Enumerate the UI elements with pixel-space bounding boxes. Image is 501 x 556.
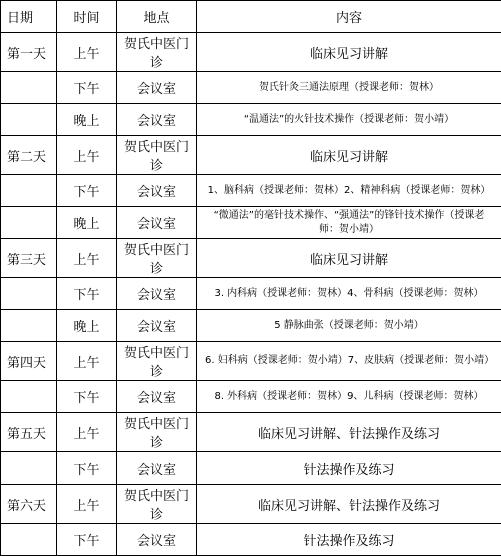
- place-cell: 贺氏中医门诊: [117, 239, 197, 278]
- time-cell: 晚上: [57, 104, 117, 136]
- place-cell: 会议室: [117, 175, 197, 207]
- table-row: [1, 239, 501, 278]
- place-cell: 贺氏中医门诊: [117, 33, 197, 72]
- day-cell: [1, 175, 57, 207]
- content-cell: 8. 外科病（授课老师：贺林）9、儿科病（授课老师：贺林）: [197, 381, 501, 413]
- table-row: [1, 342, 501, 381]
- table-row: [1, 136, 501, 175]
- day-cell: [1, 104, 57, 136]
- table-row: [1, 452, 501, 485]
- header-row: [1, 1, 501, 33]
- time-cell: 下午: [57, 524, 117, 556]
- day-cell: [1, 278, 57, 310]
- table-row: [1, 381, 501, 413]
- content-cell: 3. 内科病（授课老师：贺林）4、骨科病（授课老师：贺林）: [197, 278, 501, 310]
- table-row: [1, 207, 501, 239]
- place-cell: 会议室: [117, 381, 197, 413]
- time-cell: 下午: [57, 175, 117, 207]
- place-cell: 贺氏中医门诊: [117, 413, 197, 452]
- content-cell: 临床见习讲解、针法操作及练习: [197, 485, 501, 524]
- time-cell: 下午: [57, 278, 117, 310]
- content-cell: 贺氏针灸三通法原理（授课老师：贺林）: [197, 72, 501, 104]
- place-cell: 贺氏中医门诊: [117, 136, 197, 175]
- content-cell: 临床见习讲解: [197, 136, 501, 175]
- day-cell: [1, 72, 57, 104]
- content-cell: 1、脑科病（授课老师：贺林）2、精神科病（授课老师：贺林）: [197, 175, 501, 207]
- time-cell: 下午: [57, 452, 117, 485]
- time-cell: 上午: [57, 136, 117, 175]
- day-cell: 第一天: [1, 33, 57, 72]
- time-cell: 下午: [57, 381, 117, 413]
- content-cell: 5 静脉曲张（授课老师：贺小靖）: [197, 310, 501, 342]
- header-time: 时间: [57, 1, 117, 33]
- day-cell: [1, 381, 57, 413]
- content-cell: 临床见习讲解: [197, 33, 501, 72]
- content-cell: 针法操作及练习: [197, 524, 501, 556]
- content-cell: 临床见习讲解: [197, 239, 501, 278]
- day-cell: 第三天: [1, 239, 57, 278]
- table-row: [1, 413, 501, 452]
- day-cell: 第二天: [1, 136, 57, 175]
- table-row: [1, 72, 501, 104]
- day-cell: [1, 524, 57, 556]
- table-row: [1, 310, 501, 342]
- day-cell: 第四天: [1, 342, 57, 381]
- schedule-body: [1, 33, 501, 556]
- day-cell: 第六天: [1, 485, 57, 524]
- time-cell: 晚上: [57, 310, 117, 342]
- place-cell: 会议室: [117, 452, 197, 485]
- time-cell: 晚上: [57, 207, 117, 239]
- place-cell: 会议室: [117, 524, 197, 556]
- content-cell: “温通法”的火针技术操作（授课老师：贺小靖）: [197, 104, 501, 136]
- time-cell: 上午: [57, 342, 117, 381]
- header-content: 内容: [197, 1, 501, 33]
- day-cell: [1, 452, 57, 485]
- content-cell: 临床见习讲解、针法操作及练习: [197, 413, 501, 452]
- table-row: [1, 33, 501, 72]
- place-cell: 贺氏中医门诊: [117, 485, 197, 524]
- place-cell: 会议室: [117, 310, 197, 342]
- table-row: [1, 278, 501, 310]
- content-cell: 针法操作及练习: [197, 452, 501, 485]
- place-cell: 会议室: [117, 72, 197, 104]
- time-cell: 上午: [57, 485, 117, 524]
- day-cell: [1, 207, 57, 239]
- table-row: [1, 104, 501, 136]
- time-cell: 上午: [57, 413, 117, 452]
- place-cell: 会议室: [117, 104, 197, 136]
- place-cell: 会议室: [117, 278, 197, 310]
- day-cell: 第五天: [1, 413, 57, 452]
- place-cell: 贺氏中医门诊: [117, 342, 197, 381]
- time-cell: 下午: [57, 72, 117, 104]
- table-row: [1, 524, 501, 556]
- time-cell: 上午: [57, 239, 117, 278]
- day-cell: [1, 310, 57, 342]
- content-cell: 6. 妇科病（授课老师：贺小靖）7、皮肤病（授课老师：贺小靖）: [197, 342, 501, 381]
- header-date: 日期: [1, 1, 57, 33]
- table-row: [1, 485, 501, 524]
- content-cell: “微通法”的毫针技术操作、“强通法”的锋针技术操作（授课老师：贺小靖）: [197, 207, 501, 239]
- header-place: 地点: [117, 1, 197, 33]
- table-row: [1, 175, 501, 207]
- place-cell: 会议室: [117, 207, 197, 239]
- time-cell: 上午: [57, 33, 117, 72]
